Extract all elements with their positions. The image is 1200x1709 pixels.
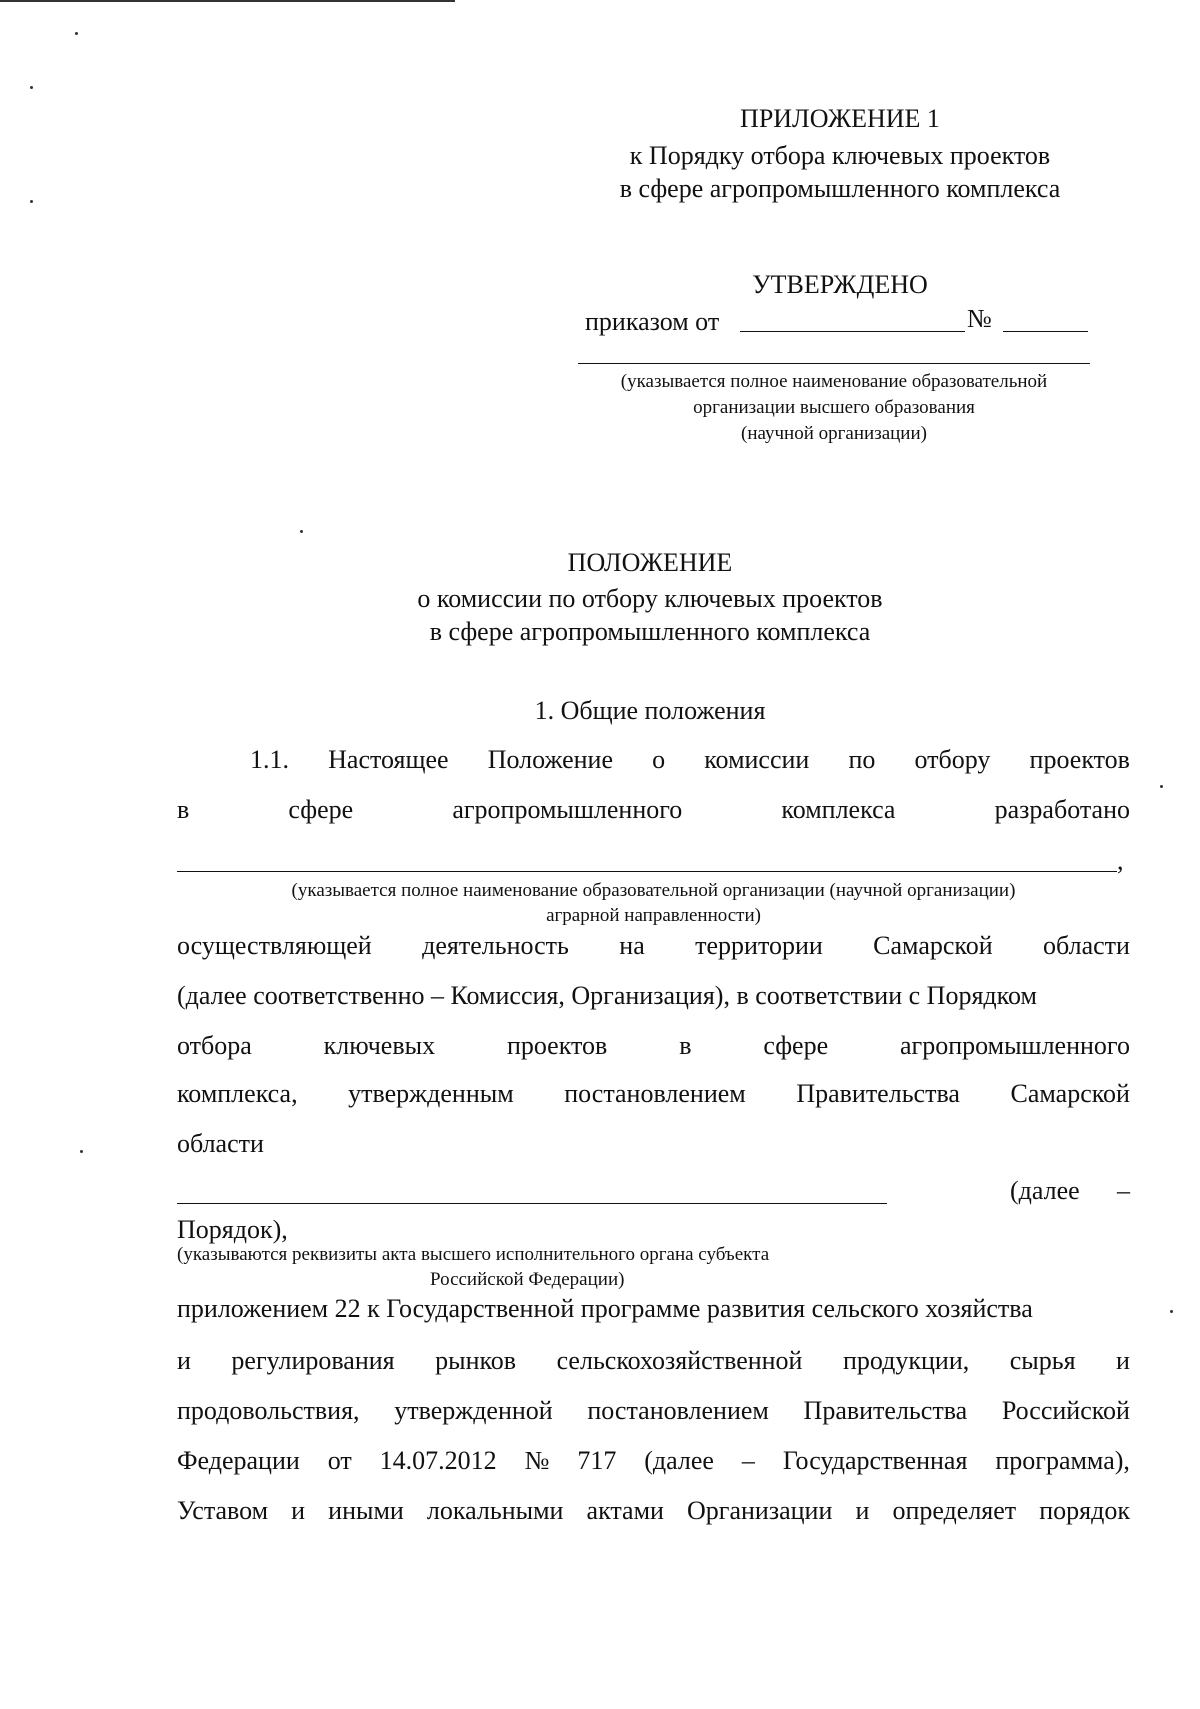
act-details-blank: [177, 1203, 887, 1204]
order-prefix: приказом от: [585, 307, 720, 336]
org-note-line-1: (указывается полное наименование образовательной организации (научной организации): [291, 880, 1016, 901]
paragraph-word: Российской: [1001, 1396, 1130, 1425]
paragraph-word: утвержденным: [348, 1079, 514, 1108]
paragraph-word: в: [177, 795, 190, 824]
paragraph-line-11: [177, 1448, 1130, 1474]
paragraph-word: Правительства: [803, 1396, 968, 1425]
paragraph-word: комплекса,: [177, 1079, 298, 1108]
paragraph-word: локальными: [426, 1496, 564, 1525]
paragraph-word: и: [1116, 1346, 1130, 1375]
appendix-title: ПРИЛОЖЕНИЕ 1: [740, 104, 940, 133]
paragraph-word: области: [1043, 931, 1130, 960]
paragraph-word: регулирования: [231, 1346, 395, 1375]
paragraph-word: Настоящее: [328, 745, 449, 774]
paragraph-word: утвержденной: [394, 1396, 553, 1425]
document-title: ПОЛОЖЕНИЕ: [567, 548, 733, 577]
paragraph-line-2: [177, 797, 1130, 823]
paragraph-word: проектов: [1029, 745, 1130, 774]
paragraph-word: Самарской: [1010, 1079, 1130, 1108]
paragraph-word: проектов: [506, 1031, 608, 1060]
paragraph-word: о: [652, 745, 666, 774]
paragraph-word: 14.07.2012: [379, 1446, 497, 1475]
paragraph-word: разработано: [994, 795, 1130, 824]
paragraph-word: и: [855, 1496, 870, 1525]
paragraph-word: в: [679, 1031, 692, 1060]
paragraph-word: определяет: [892, 1496, 1017, 1525]
paragraph-word: –: [741, 1446, 755, 1475]
paragraph-word: территории: [695, 931, 823, 960]
paragraph-word: Уставом: [177, 1496, 269, 1525]
order-number-blank: [1003, 331, 1088, 332]
paragraph-line-6: [177, 1081, 1130, 1107]
paragraph-line-12: [177, 1498, 1130, 1524]
scan-speck: [1160, 785, 1163, 788]
paragraph-word: постановлением: [587, 1396, 769, 1425]
paragraph-word: Самарской: [873, 931, 993, 960]
approved-label: УТВЕРЖДЕНО: [752, 270, 928, 299]
paragraph-word: 717: [577, 1446, 617, 1475]
paragraph-word: сфере: [763, 1031, 829, 1060]
paragraph-word: постановлением: [564, 1079, 746, 1108]
paragraph-line-9: [177, 1348, 1130, 1374]
approved-note-line-3: (научной организации): [741, 423, 927, 444]
paragraph-word: сырья: [1009, 1346, 1076, 1375]
approved-note-line-1: (указывается полное наименование образовательной: [620, 371, 1048, 392]
scan-speck: [300, 530, 303, 533]
paragraph-line-5: [177, 1033, 1130, 1059]
paragraph-word: Государственная: [782, 1446, 968, 1475]
approved-note-line-2: организации высшего образования: [693, 397, 975, 418]
poryadok-text: Порядок),: [177, 1215, 288, 1244]
paragraph-word: и: [291, 1496, 306, 1525]
paragraph-word: агропромышленного: [900, 1031, 1130, 1060]
dalee-fragment: [1010, 1178, 1130, 1204]
paragraph-word: отбора: [177, 1031, 252, 1060]
paragraph-word: по: [848, 745, 876, 774]
paragraph-line-8: приложением 22 к Государственной программе развития сельского хозяйства: [177, 1294, 1033, 1323]
act-note-line-1: (указываются реквизиты акта высшего исполнительного органа субъекта: [177, 1244, 770, 1265]
paragraph-word: 1.1.: [250, 745, 289, 774]
paragraph-word: осуществляющей: [177, 931, 372, 960]
paragraph-word: актами: [586, 1496, 664, 1525]
paragraph-line-1: [250, 747, 1130, 773]
paragraph-word: от: [327, 1446, 352, 1475]
paragraph-word: рынков: [435, 1346, 517, 1375]
scan-speck: [80, 1150, 83, 1153]
paragraph-line-7: области: [177, 1129, 264, 1158]
paragraph-word: Организации: [687, 1496, 833, 1525]
scan-edge-line: [0, 0, 455, 2]
paragraph-word: отбору: [914, 745, 991, 774]
organization-name-blank: [578, 363, 1090, 364]
paragraph-word: комиссии: [704, 745, 810, 774]
paragraph-word: продовольствия,: [177, 1396, 360, 1425]
appendix-line-2: к Порядку отбора ключевых проектов: [629, 141, 1051, 170]
paragraph-word: сфере: [288, 795, 354, 824]
paragraph-word: агропромышленного: [452, 795, 683, 824]
paragraph-word: (далее: [1010, 1176, 1080, 1205]
order-number-sign: №: [967, 304, 992, 333]
paragraph-word: деятельность: [422, 931, 569, 960]
org-note-line-2: аграрной направленности): [546, 905, 761, 926]
paragraph-word: Федерации: [177, 1446, 300, 1475]
paragraph-word: на: [619, 931, 645, 960]
paragraph-word: комплекса: [781, 795, 896, 824]
paragraph-word: продукции,: [842, 1346, 970, 1375]
paragraph-word: –: [1117, 1176, 1130, 1205]
paragraph-line-4: (далее соответственно – Комиссия, Организация), в соответствии с Порядком: [177, 981, 1037, 1010]
appendix-line-3: в сфере агропромышленного комплекса: [619, 174, 1061, 203]
paragraph-word: ключевых: [323, 1031, 436, 1060]
paragraph-word: №: [524, 1446, 550, 1475]
paragraph-word: Правительства: [796, 1079, 960, 1108]
scan-speck: [30, 86, 33, 89]
paragraph-word: Положение: [487, 745, 613, 774]
blank-comma: ,: [1117, 846, 1124, 875]
document-title-line-3: в сфере агропромышленного комплекса: [429, 617, 871, 646]
paragraph-word: (далее: [644, 1446, 714, 1475]
paragraph-word: иными: [328, 1496, 404, 1525]
document-title-line-2: о комиссии по отбору ключевых проектов: [417, 584, 883, 613]
paragraph-line-3: [177, 933, 1130, 959]
paragraph-line-10: [177, 1398, 1130, 1424]
paragraph-word: и: [177, 1346, 191, 1375]
paragraph-word: программа),: [995, 1446, 1130, 1475]
scan-speck: [75, 32, 78, 35]
scan-speck: [1170, 1310, 1173, 1313]
paragraph-word: порядок: [1039, 1496, 1130, 1525]
act-note-line-2: Российской Федерации): [430, 1269, 625, 1290]
order-date-blank: [740, 331, 965, 332]
developer-org-blank: [177, 871, 1117, 872]
paragraph-word: сельскохозяйственной: [556, 1346, 803, 1375]
section-title: 1. Общие положения: [534, 696, 766, 725]
scan-speck: [30, 200, 33, 203]
